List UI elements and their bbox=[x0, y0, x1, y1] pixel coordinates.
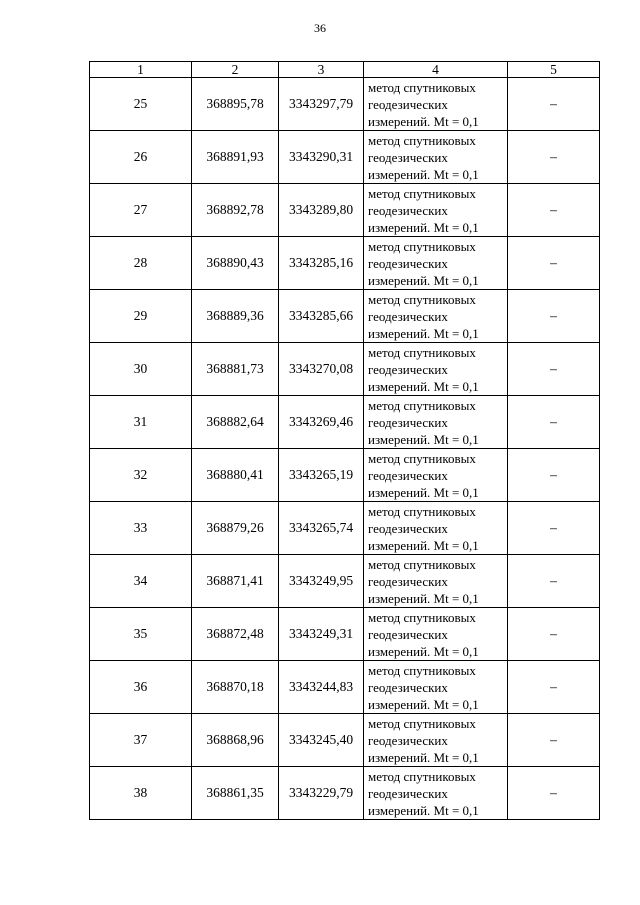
point-number-cell: 38 bbox=[90, 767, 192, 820]
method-line: измерений. Mt = 0,1 bbox=[368, 378, 479, 394]
coordinates-table bbox=[89, 61, 600, 820]
method-line: измерений. Mt = 0,1 bbox=[368, 272, 479, 288]
method-line: измерений. Mt = 0,1 bbox=[368, 590, 479, 606]
method-line: измерений. Mt = 0,1 bbox=[368, 749, 479, 765]
note-cell: – bbox=[508, 184, 600, 237]
method-line: метод спутниковых bbox=[368, 609, 476, 625]
note-cell: – bbox=[508, 290, 600, 343]
method-cell bbox=[364, 555, 508, 608]
y-coordinate-cell: 3343265,19 bbox=[279, 449, 364, 502]
method-line: метод спутниковых bbox=[368, 397, 476, 413]
note-cell: – bbox=[508, 343, 600, 396]
method-line: измерений. Mt = 0,1 bbox=[368, 643, 479, 659]
method-line: геодезических bbox=[368, 520, 448, 536]
method-line: измерений. Mt = 0,1 bbox=[368, 325, 479, 341]
method-cell bbox=[364, 714, 508, 767]
method-cell bbox=[364, 78, 508, 131]
method-line: измерений. Mt = 0,1 bbox=[368, 802, 479, 818]
method-cell bbox=[364, 237, 508, 290]
point-number-cell: 30 bbox=[90, 343, 192, 396]
note-cell: – bbox=[508, 449, 600, 502]
method-line: метод спутниковых bbox=[368, 768, 476, 784]
y-coordinate-cell: 3343265,74 bbox=[279, 502, 364, 555]
method-line: геодезических bbox=[368, 732, 448, 748]
method-line: метод спутниковых bbox=[368, 79, 476, 95]
y-coordinate-cell: 3343290,31 bbox=[279, 131, 364, 184]
point-number-cell: 34 bbox=[90, 555, 192, 608]
method-line: измерений. Mt = 0,1 bbox=[368, 219, 479, 235]
method-line: метод спутниковых bbox=[368, 662, 476, 678]
note-cell: – bbox=[508, 767, 600, 820]
note-cell: – bbox=[508, 78, 600, 131]
x-coordinate-cell: 368891,93 bbox=[192, 131, 279, 184]
method-cell bbox=[364, 396, 508, 449]
x-coordinate-cell: 368861,35 bbox=[192, 767, 279, 820]
note-cell: – bbox=[508, 131, 600, 184]
y-coordinate-cell: 3343285,16 bbox=[279, 237, 364, 290]
point-number-cell: 25 bbox=[90, 78, 192, 131]
point-number-cell: 33 bbox=[90, 502, 192, 555]
method-line: геодезических bbox=[368, 679, 448, 695]
method-cell bbox=[364, 343, 508, 396]
point-number-cell: 37 bbox=[90, 714, 192, 767]
x-coordinate-cell: 368890,43 bbox=[192, 237, 279, 290]
method-line: измерений. Mt = 0,1 bbox=[368, 431, 479, 447]
method-line: метод спутниковых bbox=[368, 556, 476, 572]
method-line: геодезических bbox=[368, 414, 448, 430]
column-header-2: 2 bbox=[192, 62, 279, 78]
x-coordinate-cell: 368895,78 bbox=[192, 78, 279, 131]
table-row bbox=[90, 555, 600, 608]
table-row bbox=[90, 131, 600, 184]
table-row bbox=[90, 449, 600, 502]
point-number-cell: 29 bbox=[90, 290, 192, 343]
note-cell: – bbox=[508, 396, 600, 449]
point-number-cell: 36 bbox=[90, 661, 192, 714]
method-line: геодезических bbox=[368, 361, 448, 377]
column-header-1: 1 bbox=[90, 62, 192, 78]
method-cell bbox=[364, 661, 508, 714]
x-coordinate-cell: 368882,64 bbox=[192, 396, 279, 449]
x-coordinate-cell: 368879,26 bbox=[192, 502, 279, 555]
method-line: измерений. Mt = 0,1 bbox=[368, 166, 479, 182]
table-row bbox=[90, 184, 600, 237]
table-row bbox=[90, 608, 600, 661]
method-line: измерений. Mt = 0,1 bbox=[368, 696, 479, 712]
point-number-cell: 27 bbox=[90, 184, 192, 237]
method-line: геодезических bbox=[368, 308, 448, 324]
method-cell bbox=[364, 767, 508, 820]
method-line: метод спутниковых bbox=[368, 715, 476, 731]
table-row bbox=[90, 767, 600, 820]
y-coordinate-cell: 3343245,40 bbox=[279, 714, 364, 767]
note-cell: – bbox=[508, 661, 600, 714]
y-coordinate-cell: 3343249,95 bbox=[279, 555, 364, 608]
y-coordinate-cell: 3343229,79 bbox=[279, 767, 364, 820]
column-header-4: 4 bbox=[364, 62, 508, 78]
method-line: метод спутниковых bbox=[368, 291, 476, 307]
method-line: геодезических bbox=[368, 255, 448, 271]
table-row bbox=[90, 78, 600, 131]
method-line: геодезических bbox=[368, 467, 448, 483]
note-cell: – bbox=[508, 555, 600, 608]
table-row bbox=[90, 502, 600, 555]
table-row bbox=[90, 396, 600, 449]
table-header-row bbox=[90, 62, 600, 78]
table-row bbox=[90, 714, 600, 767]
table-row bbox=[90, 343, 600, 396]
table-row bbox=[90, 237, 600, 290]
table-row bbox=[90, 661, 600, 714]
method-line: метод спутниковых bbox=[368, 185, 476, 201]
method-line: геодезических bbox=[368, 149, 448, 165]
method-cell bbox=[364, 608, 508, 661]
y-coordinate-cell: 3343269,46 bbox=[279, 396, 364, 449]
method-line: метод спутниковых bbox=[368, 450, 476, 466]
method-line: измерений. Mt = 0,1 bbox=[368, 484, 479, 500]
y-coordinate-cell: 3343289,80 bbox=[279, 184, 364, 237]
note-cell: – bbox=[508, 502, 600, 555]
x-coordinate-cell: 368881,73 bbox=[192, 343, 279, 396]
point-number-cell: 32 bbox=[90, 449, 192, 502]
x-coordinate-cell: 368870,18 bbox=[192, 661, 279, 714]
y-coordinate-cell: 3343249,31 bbox=[279, 608, 364, 661]
note-cell: – bbox=[508, 237, 600, 290]
y-coordinate-cell: 3343244,83 bbox=[279, 661, 364, 714]
method-line: измерений. Mt = 0,1 bbox=[368, 537, 479, 553]
x-coordinate-cell: 368892,78 bbox=[192, 184, 279, 237]
point-number-cell: 35 bbox=[90, 608, 192, 661]
point-number-cell: 31 bbox=[90, 396, 192, 449]
x-coordinate-cell: 368868,96 bbox=[192, 714, 279, 767]
method-cell bbox=[364, 502, 508, 555]
table-row bbox=[90, 290, 600, 343]
y-coordinate-cell: 3343270,08 bbox=[279, 343, 364, 396]
point-number-cell: 26 bbox=[90, 131, 192, 184]
method-cell bbox=[364, 131, 508, 184]
point-number-cell: 28 bbox=[90, 237, 192, 290]
method-line: метод спутниковых bbox=[368, 503, 476, 519]
x-coordinate-cell: 368872,48 bbox=[192, 608, 279, 661]
note-cell: – bbox=[508, 608, 600, 661]
column-header-3: 3 bbox=[279, 62, 364, 78]
method-cell bbox=[364, 184, 508, 237]
method-line: геодезических bbox=[368, 785, 448, 801]
method-line: метод спутниковых bbox=[368, 238, 476, 254]
y-coordinate-cell: 3343285,66 bbox=[279, 290, 364, 343]
page-number: 36 bbox=[314, 21, 326, 35]
method-line: геодезических bbox=[368, 626, 448, 642]
method-line: геодезических bbox=[368, 202, 448, 218]
method-cell bbox=[364, 449, 508, 502]
note-cell: – bbox=[508, 714, 600, 767]
method-cell bbox=[364, 290, 508, 343]
x-coordinate-cell: 368889,36 bbox=[192, 290, 279, 343]
table-body bbox=[90, 78, 600, 820]
method-line: метод спутниковых bbox=[368, 132, 476, 148]
method-line: геодезических bbox=[368, 96, 448, 112]
x-coordinate-cell: 368880,41 bbox=[192, 449, 279, 502]
column-header-5: 5 bbox=[508, 62, 600, 78]
x-coordinate-cell: 368871,41 bbox=[192, 555, 279, 608]
y-coordinate-cell: 3343297,79 bbox=[279, 78, 364, 131]
method-line: измерений. Mt = 0,1 bbox=[368, 113, 479, 129]
method-line: геодезических bbox=[368, 573, 448, 589]
method-line: метод спутниковых bbox=[368, 344, 476, 360]
